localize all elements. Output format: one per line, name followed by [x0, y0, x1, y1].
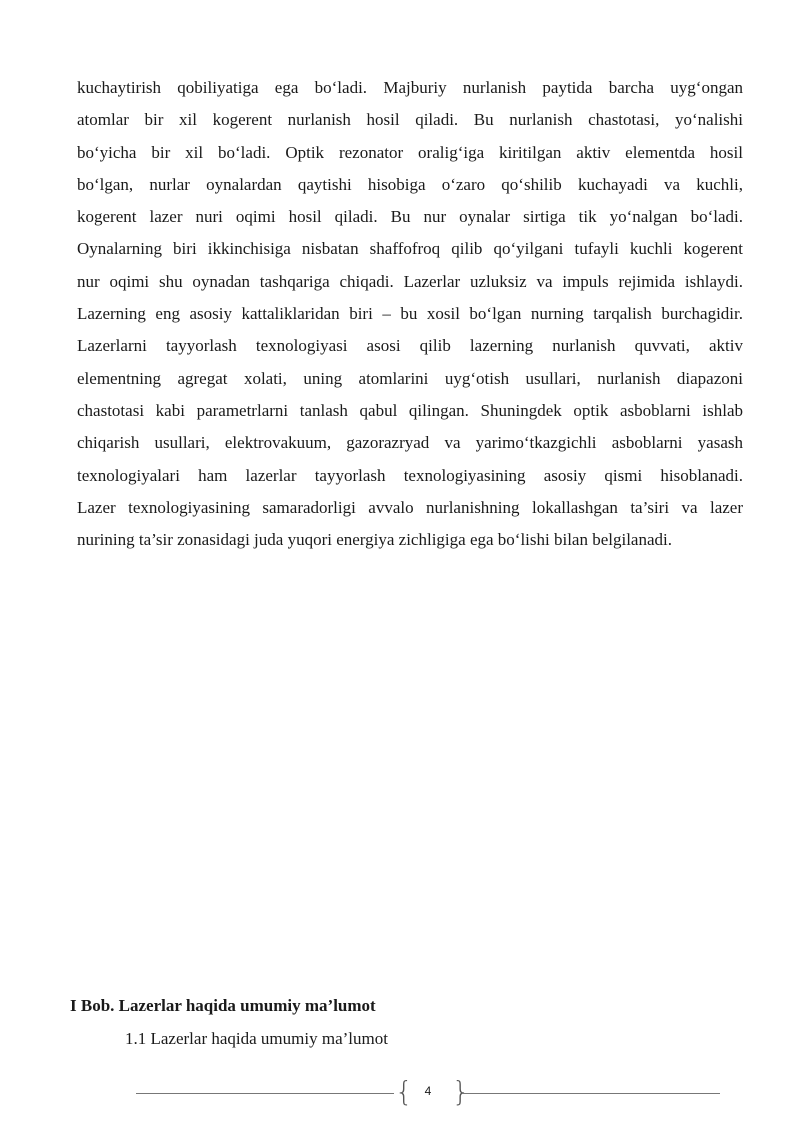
body-paragraph [77, 72, 743, 556]
paragraph-line-9: Lazerlarni tayyorlash texnologiyasi asosi qilib lazerning nurlanish quvvati, aktiv [77, 336, 743, 356]
paragraph-line-7: nur oqimi shu oynadan tashqariga chiqadi. Lazerlar uzluksiz va impuls rejimida ishlaydi. [77, 271, 743, 291]
paragraph-line-14: Lazer texnologiyasining samaradorligi avvalo nurlanishning lokallashgan ta’siri va lazer [77, 497, 743, 517]
paragraph-line-4: boʻlgan, nurlar oynalardan qaytishi hisobiga oʻzaro qoʻshilib kuchayadi va kuchli, [77, 174, 743, 194]
paragraph-line-10: elementning agregat xolati, uning atomlarini uygʻotish usullari, nurlanish diapazoni [77, 368, 743, 388]
paragraph-line-11: chastotasi kabi parametrlarni tanlash qabul qilingan. Shuningdek optik asboblarni ishlab [77, 400, 743, 420]
footer-brace-right: } [452, 1075, 470, 1108]
paragraph-line-12: chiqarish usullari, elektrovakuum, gazorazryad va yarimoʻtkazgichli asboblarni yasash [77, 433, 743, 453]
paragraph-line-6: Oynalarning biri ikkinchisiga nisbatan shaffofroq qilib qoʻyilgani tufayli kuchli kogerent [77, 239, 743, 259]
chapter-heading: I Bob. Lazerlar haqida umumiy ma’lumot [70, 996, 376, 1015]
paragraph-line-15: nurining ta’sir zonasidagi juda yuqori energiya zichligiga ega boʻlishi bilan belgilanadi. [77, 530, 672, 550]
paragraph-line-8: Lazerning eng asosiy kattaliklaridan biri – bu xosil boʻlgan nurning tarqalish burchagidir. [77, 304, 743, 324]
section-heading: 1.1 Lazerlar haqida umumiy ma’lumot [125, 1029, 388, 1048]
paragraph-line-13: texnologiyalari ham lazerlar tayyorlash texnologiyasining asosiy qismi hisoblanadi. [77, 465, 743, 485]
footer-brace-left: { [395, 1075, 413, 1108]
page-number: 4 [424, 1084, 432, 1098]
paragraph-line-3: boʻyicha bir xil boʻladi. Optik rezonator oraligʻiga kiritilgan aktiv elementda hosil [77, 142, 743, 162]
paragraph-line-5: kogerent lazer nuri oqimi hosil qiladi. Bu nur oynalar sirtiga tik yoʻnalgan boʻladi. [77, 207, 743, 227]
footer-rule-left [136, 1093, 394, 1094]
footer-rule-right [462, 1093, 720, 1094]
paragraph-line-2: atomlar bir xil kogerent nurlanish hosil qiladi. Bu nurlanish chastotasi, yoʻnalishi [77, 110, 743, 130]
page-footer [0, 1074, 800, 1114]
paragraph-line-1: kuchaytirish qobiliyatiga ega boʻladi. Majburiy nurlanish paytida barcha uygʻongan [77, 78, 743, 97]
